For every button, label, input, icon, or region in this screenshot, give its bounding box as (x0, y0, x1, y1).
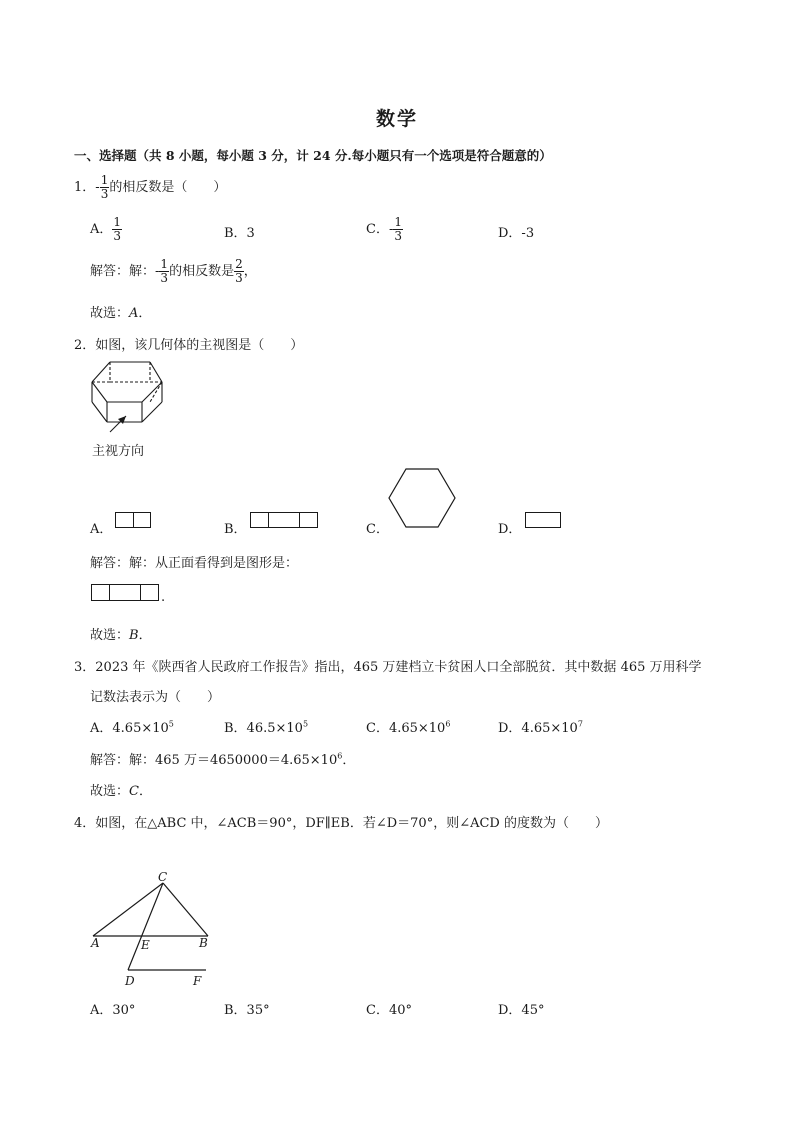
q1-opt-c-label: C． (366, 222, 389, 237)
q3-answer-exp: 6 (337, 751, 343, 761)
section-heading: 一、选择题（共 8 小题，每小题 3 分，计 24 分.每小题只有一个选项是符合题意的） (74, 148, 552, 163)
q1-option-d: D．-3 (498, 226, 535, 241)
q1-choice-letter: A (129, 306, 139, 321)
q2-stem: 2．如图，该几何体的主视图是（ ） (74, 338, 304, 353)
q3-opt-a-base: A．4.65×10 (90, 721, 169, 736)
q3-choice-letter: C (129, 784, 139, 799)
q2-answer: 解答：解：从正面看得到是图形是： (90, 556, 299, 571)
page-title: 数学 (376, 108, 419, 130)
q2-option-a: A． (90, 522, 113, 537)
point-label-b: B (199, 936, 208, 950)
q4-option-c: C．40° (366, 1003, 412, 1018)
q3-choice-end: ． (138, 784, 152, 799)
q1-opt-a-label: A． (90, 222, 113, 237)
q1-answer-mid: 的相反数是 (169, 264, 235, 279)
q2-choice-letter: B (129, 628, 139, 643)
q1-choice-prefix: 故选： (90, 306, 130, 321)
q3-opt-d-exp: 7 (577, 719, 583, 729)
q1-ans2-num: 2 (235, 257, 243, 271)
q4-option-d: D．45° (498, 1003, 545, 1018)
q1-ans-num: 1 (160, 257, 169, 271)
q1-opt-a-num: 1 (113, 215, 122, 229)
q1-frac-den: 3 (100, 187, 109, 201)
view-direction-label: 主视方向 (92, 444, 145, 459)
q4-option-b: B．35° (224, 1003, 270, 1018)
q1-ans-neg: - (155, 264, 160, 279)
q1-opt-c-den: 3 (394, 229, 402, 243)
point-label-f: F (193, 974, 202, 988)
q1-opt-a-den: 3 (113, 229, 122, 243)
point-label-d: D (125, 974, 135, 988)
q2-option-b: B． (224, 522, 247, 537)
segment-cb (163, 883, 208, 936)
q2-choice-end: ． (138, 628, 152, 643)
q4-stem: 4．如图，在△ABC 中，∠ACB＝90°，DF∥EB．若∠D＝70°，则∠ACD 的度数为（ ） (74, 816, 608, 831)
q2-option-d: D． (498, 522, 522, 537)
q1-stem-tail: 的相反数是（ ） (109, 180, 227, 195)
q1-ans-den: 3 (160, 271, 169, 285)
point-label-c: C (158, 870, 168, 884)
q1-opt-c-neg: - (388, 222, 394, 237)
q1-choice-end: ． (138, 306, 152, 321)
q3-opt-d-base: D．4.65×10 (498, 721, 578, 736)
q2-option-c: C． (366, 522, 389, 537)
q3-answer-base: 解答：解：465 万＝4650000＝4.65×10 (90, 753, 338, 768)
q4-option-a: A．30° (90, 1003, 136, 1018)
q3-opt-c-base: C．4.65×10 (366, 721, 446, 736)
q3-stem-line2: 记数法表示为（ ） (90, 690, 221, 705)
q1-answer-prefix: 解答：解： (90, 264, 156, 279)
q3-choice-prefix: 故选： (90, 784, 130, 799)
q1-ans2-den: 3 (235, 271, 243, 285)
q3-opt-c-exp: 6 (445, 719, 451, 729)
q3-opt-b-exp: 5 (302, 719, 309, 729)
point-label-e: E (141, 938, 150, 952)
q1-answer-end: ， (243, 264, 257, 279)
q2-choice-prefix: 故选： (90, 628, 130, 643)
q2-answer-period: . (161, 590, 166, 605)
q3-answer-end: ． (342, 753, 356, 768)
q3-stem-line1: 3．2023 年《陕西省人民政府工作报告》指出，465 万建档立卡贫困人口全部脱贫．其中数据 465 万用科学 (74, 660, 702, 675)
q1-frac-num: 1 (100, 173, 109, 187)
q3-opt-a-exp: 5 (168, 719, 174, 729)
q1-neg-sign: - (95, 180, 100, 195)
q1-option-b: B．3 (224, 226, 255, 241)
q3-opt-b-base: B．46.5×10 (224, 721, 303, 736)
q1-opt-c-num: 1 (394, 215, 402, 229)
point-label-a: A (91, 936, 100, 950)
q1-number: 1． (74, 180, 96, 195)
